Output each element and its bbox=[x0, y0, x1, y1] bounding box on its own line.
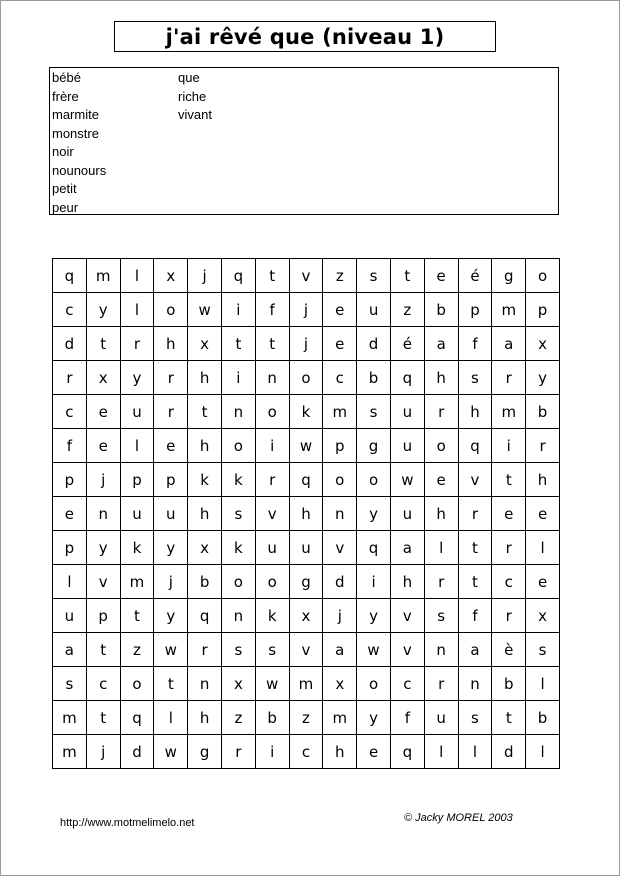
grid-cell: s bbox=[459, 701, 493, 735]
grid-cell: x bbox=[222, 667, 256, 701]
grid-cell: t bbox=[492, 463, 526, 497]
grid-cell: i bbox=[222, 361, 256, 395]
grid-cell: u bbox=[391, 429, 425, 463]
grid-cell: d bbox=[492, 735, 526, 769]
grid-cell: d bbox=[357, 327, 391, 361]
grid-cell: f bbox=[256, 293, 290, 327]
grid-cell: n bbox=[222, 395, 256, 429]
grid-cell: o bbox=[222, 429, 256, 463]
word-list-column-2 bbox=[178, 69, 212, 125]
grid-cell: w bbox=[391, 463, 425, 497]
grid-cell: p bbox=[323, 429, 357, 463]
grid-cell: o bbox=[357, 463, 391, 497]
word-list bbox=[49, 67, 559, 215]
word-item: vivant bbox=[178, 107, 212, 122]
grid-cell: q bbox=[290, 463, 324, 497]
grid-cell: g bbox=[357, 429, 391, 463]
grid-cell: f bbox=[53, 429, 87, 463]
grid-cell: o bbox=[425, 429, 459, 463]
footer-url: http://www.motmelimelo.net bbox=[60, 817, 195, 829]
grid-cell: o bbox=[357, 667, 391, 701]
grid-cell: l bbox=[121, 293, 155, 327]
grid-cell: e bbox=[492, 497, 526, 531]
word-item: marmite bbox=[52, 107, 99, 122]
grid-cell: h bbox=[188, 429, 222, 463]
grid-cell: e bbox=[87, 429, 121, 463]
grid-cell: u bbox=[154, 497, 188, 531]
grid-cell: w bbox=[154, 735, 188, 769]
grid-cell: n bbox=[459, 667, 493, 701]
grid-cell: s bbox=[222, 497, 256, 531]
grid-cell: f bbox=[459, 327, 493, 361]
grid-cell: h bbox=[526, 463, 560, 497]
grid-cell: f bbox=[459, 599, 493, 633]
grid-cell: r bbox=[222, 735, 256, 769]
grid-cell: o bbox=[323, 463, 357, 497]
grid-cell: p bbox=[121, 463, 155, 497]
grid-cell: c bbox=[323, 361, 357, 395]
grid-cell: r bbox=[492, 361, 526, 395]
grid-cell: a bbox=[492, 327, 526, 361]
grid-cell: r bbox=[425, 565, 459, 599]
page-title bbox=[114, 21, 496, 52]
grid-cell: a bbox=[53, 633, 87, 667]
grid-cell: t bbox=[256, 259, 290, 293]
grid-cell: g bbox=[290, 565, 324, 599]
grid-cell: y bbox=[87, 293, 121, 327]
grid-cell: t bbox=[87, 633, 121, 667]
grid-cell: x bbox=[290, 599, 324, 633]
grid-cell: u bbox=[290, 531, 324, 565]
grid-cell: b bbox=[425, 293, 459, 327]
grid-cell: c bbox=[492, 565, 526, 599]
grid-cell: i bbox=[357, 565, 391, 599]
grid-cell: h bbox=[459, 395, 493, 429]
grid-cell: n bbox=[222, 599, 256, 633]
grid-cell: e bbox=[425, 259, 459, 293]
grid-cell: w bbox=[290, 429, 324, 463]
grid-cell: r bbox=[154, 395, 188, 429]
grid-cell: c bbox=[391, 667, 425, 701]
grid-cell: n bbox=[425, 633, 459, 667]
grid-cell: o bbox=[121, 667, 155, 701]
grid-cell: y bbox=[357, 599, 391, 633]
grid-cell: r bbox=[492, 599, 526, 633]
grid-cell: i bbox=[222, 293, 256, 327]
grid-cell: s bbox=[357, 395, 391, 429]
grid-cell: i bbox=[492, 429, 526, 463]
grid-cell: s bbox=[425, 599, 459, 633]
grid-cell: k bbox=[256, 599, 290, 633]
grid-cell: q bbox=[188, 599, 222, 633]
grid-cell: v bbox=[323, 531, 357, 565]
grid-cell: h bbox=[188, 701, 222, 735]
grid-cell: u bbox=[425, 701, 459, 735]
grid-cell: p bbox=[53, 463, 87, 497]
grid-cell: v bbox=[290, 633, 324, 667]
grid-cell: o bbox=[290, 361, 324, 395]
letter-grid bbox=[52, 258, 560, 769]
grid-cell: o bbox=[222, 565, 256, 599]
grid-cell: u bbox=[121, 395, 155, 429]
grid-cell: t bbox=[492, 701, 526, 735]
grid-cell: e bbox=[526, 565, 560, 599]
grid-cell: w bbox=[357, 633, 391, 667]
grid-cell: z bbox=[121, 633, 155, 667]
grid-cell: e bbox=[425, 463, 459, 497]
page-title-text: j'ai rêvé que (niveau 1) bbox=[165, 24, 445, 49]
grid-cell: p bbox=[154, 463, 188, 497]
grid-cell: é bbox=[391, 327, 425, 361]
grid-cell: t bbox=[256, 327, 290, 361]
grid-cell: l bbox=[526, 735, 560, 769]
grid-cell: l bbox=[526, 667, 560, 701]
grid-cell: t bbox=[188, 395, 222, 429]
grid-cell: e bbox=[526, 497, 560, 531]
grid-cell: h bbox=[188, 361, 222, 395]
grid-cell: x bbox=[188, 531, 222, 565]
grid-cell: v bbox=[459, 463, 493, 497]
grid-cell: j bbox=[188, 259, 222, 293]
grid-cell: m bbox=[290, 667, 324, 701]
grid-cell: h bbox=[391, 565, 425, 599]
grid-cell: l bbox=[425, 735, 459, 769]
grid-cell: b bbox=[256, 701, 290, 735]
grid-cell: l bbox=[154, 701, 188, 735]
grid-cell: b bbox=[188, 565, 222, 599]
word-item: noir bbox=[52, 144, 74, 159]
grid-cell: s bbox=[222, 633, 256, 667]
grid-cell: p bbox=[53, 531, 87, 565]
grid-cell: q bbox=[53, 259, 87, 293]
grid-cell: n bbox=[256, 361, 290, 395]
word-list-column-1 bbox=[52, 69, 106, 217]
grid-cell: z bbox=[391, 293, 425, 327]
grid-cell: u bbox=[391, 395, 425, 429]
grid-cell: o bbox=[256, 565, 290, 599]
grid-cell: t bbox=[154, 667, 188, 701]
grid-cell: x bbox=[526, 599, 560, 633]
grid-cell: y bbox=[154, 599, 188, 633]
grid-cell: r bbox=[492, 531, 526, 565]
grid-cell: w bbox=[256, 667, 290, 701]
grid-cell: b bbox=[492, 667, 526, 701]
grid-cell: d bbox=[53, 327, 87, 361]
grid-cell: l bbox=[526, 531, 560, 565]
grid-cell: y bbox=[526, 361, 560, 395]
grid-cell: n bbox=[323, 497, 357, 531]
grid-cell: j bbox=[154, 565, 188, 599]
grid-cell: k bbox=[188, 463, 222, 497]
grid-cell: r bbox=[459, 497, 493, 531]
grid-cell: e bbox=[323, 293, 357, 327]
grid-cell: r bbox=[121, 327, 155, 361]
word-item: nounours bbox=[52, 162, 107, 178]
grid-cell: h bbox=[154, 327, 188, 361]
grid-cell: m bbox=[323, 395, 357, 429]
grid-cell: q bbox=[121, 701, 155, 735]
grid-cell: e bbox=[53, 497, 87, 531]
grid-cell: v bbox=[391, 633, 425, 667]
grid-cell: c bbox=[53, 395, 87, 429]
grid-cell: t bbox=[87, 327, 121, 361]
grid-cell: h bbox=[188, 497, 222, 531]
grid-cell: n bbox=[87, 497, 121, 531]
grid-cell: w bbox=[188, 293, 222, 327]
grid-cell: z bbox=[222, 701, 256, 735]
grid-cell: g bbox=[492, 259, 526, 293]
word-item: frère bbox=[52, 88, 79, 104]
grid-cell: l bbox=[121, 259, 155, 293]
grid-cell: x bbox=[323, 667, 357, 701]
grid-cell: w bbox=[154, 633, 188, 667]
grid-cell: a bbox=[459, 633, 493, 667]
grid-cell: j bbox=[87, 463, 121, 497]
grid-cell: u bbox=[53, 599, 87, 633]
grid-cell: b bbox=[357, 361, 391, 395]
grid-cell: e bbox=[87, 395, 121, 429]
grid-cell: t bbox=[121, 599, 155, 633]
grid-cell: x bbox=[154, 259, 188, 293]
grid-cell: p bbox=[459, 293, 493, 327]
grid-cell: x bbox=[526, 327, 560, 361]
grid-cell: é bbox=[459, 259, 493, 293]
grid-cell: s bbox=[526, 633, 560, 667]
grid-cell: a bbox=[391, 531, 425, 565]
grid-cell: h bbox=[323, 735, 357, 769]
grid-cell: b bbox=[526, 395, 560, 429]
grid-cell: s bbox=[459, 361, 493, 395]
grid-cell: k bbox=[290, 395, 324, 429]
grid-cell: m bbox=[53, 735, 87, 769]
grid-cell: r bbox=[154, 361, 188, 395]
grid-cell: j bbox=[290, 293, 324, 327]
grid-cell: o bbox=[154, 293, 188, 327]
grid-cell: k bbox=[222, 463, 256, 497]
grid-cell: r bbox=[53, 361, 87, 395]
grid-cell: y bbox=[154, 531, 188, 565]
grid-cell: t bbox=[459, 565, 493, 599]
grid-cell: v bbox=[290, 259, 324, 293]
grid-cell: e bbox=[323, 327, 357, 361]
grid-cell: f bbox=[391, 701, 425, 735]
grid-cell: j bbox=[290, 327, 324, 361]
grid-cell: r bbox=[256, 463, 290, 497]
grid-cell: m bbox=[492, 395, 526, 429]
grid-cell: s bbox=[357, 259, 391, 293]
grid-cell: t bbox=[391, 259, 425, 293]
grid-cell: l bbox=[459, 735, 493, 769]
grid-cell: e bbox=[154, 429, 188, 463]
grid-cell: b bbox=[526, 701, 560, 735]
grid-cell: q bbox=[391, 735, 425, 769]
grid-cell: y bbox=[121, 361, 155, 395]
grid-cell: t bbox=[87, 701, 121, 735]
grid-cell: y bbox=[357, 701, 391, 735]
grid-cell: m bbox=[53, 701, 87, 735]
grid-cell: a bbox=[425, 327, 459, 361]
grid-cell: m bbox=[323, 701, 357, 735]
grid-cell: t bbox=[222, 327, 256, 361]
grid-cell: q bbox=[459, 429, 493, 463]
word-item: bébé bbox=[52, 70, 81, 85]
grid-cell: z bbox=[290, 701, 324, 735]
grid-cell: r bbox=[188, 633, 222, 667]
grid-cell: x bbox=[87, 361, 121, 395]
grid-cell: m bbox=[87, 259, 121, 293]
grid-cell: n bbox=[188, 667, 222, 701]
grid-cell: k bbox=[121, 531, 155, 565]
grid-cell: v bbox=[391, 599, 425, 633]
grid-cell: h bbox=[290, 497, 324, 531]
grid-cell: m bbox=[492, 293, 526, 327]
grid-cell: d bbox=[121, 735, 155, 769]
grid-cell: è bbox=[492, 633, 526, 667]
grid-cell: m bbox=[121, 565, 155, 599]
grid-cell: g bbox=[188, 735, 222, 769]
grid-cell: c bbox=[87, 667, 121, 701]
grid-cell: q bbox=[357, 531, 391, 565]
grid-cell: y bbox=[357, 497, 391, 531]
grid-cell: l bbox=[121, 429, 155, 463]
grid-cell: o bbox=[526, 259, 560, 293]
word-item: peur bbox=[52, 199, 79, 215]
grid-cell: r bbox=[425, 395, 459, 429]
grid-cell: v bbox=[256, 497, 290, 531]
grid-cell: i bbox=[256, 735, 290, 769]
word-item: riche bbox=[178, 88, 207, 104]
grid-cell: t bbox=[459, 531, 493, 565]
grid-cell: d bbox=[323, 565, 357, 599]
grid-cell: l bbox=[53, 565, 87, 599]
grid-cell: s bbox=[53, 667, 87, 701]
word-item: petit bbox=[52, 181, 77, 196]
grid-cell: e bbox=[357, 735, 391, 769]
grid-cell: v bbox=[87, 565, 121, 599]
grid-cell: c bbox=[53, 293, 87, 327]
grid-cell: j bbox=[87, 735, 121, 769]
grid-cell: y bbox=[87, 531, 121, 565]
grid-cell: q bbox=[391, 361, 425, 395]
grid-cell: u bbox=[121, 497, 155, 531]
grid-cell: a bbox=[323, 633, 357, 667]
grid-cell: u bbox=[357, 293, 391, 327]
grid-cell: p bbox=[87, 599, 121, 633]
grid-cell: i bbox=[256, 429, 290, 463]
grid-cell: o bbox=[256, 395, 290, 429]
grid-cell: s bbox=[256, 633, 290, 667]
grid-cell: c bbox=[290, 735, 324, 769]
word-item: monstre bbox=[52, 125, 99, 141]
footer-copyright: © Jacky MOREL 2003 bbox=[404, 812, 513, 824]
grid-cell: h bbox=[425, 497, 459, 531]
grid-cell: h bbox=[425, 361, 459, 395]
word-item: que bbox=[178, 70, 200, 85]
grid-cell: l bbox=[425, 531, 459, 565]
grid-cell: p bbox=[526, 293, 560, 327]
grid-cell: j bbox=[323, 599, 357, 633]
grid-cell: q bbox=[222, 259, 256, 293]
grid-cell: x bbox=[188, 327, 222, 361]
grid-cell: r bbox=[425, 667, 459, 701]
grid-cell: u bbox=[391, 497, 425, 531]
grid-cell: z bbox=[323, 259, 357, 293]
grid-cell: k bbox=[222, 531, 256, 565]
grid-cell: r bbox=[526, 429, 560, 463]
grid-cell: u bbox=[256, 531, 290, 565]
